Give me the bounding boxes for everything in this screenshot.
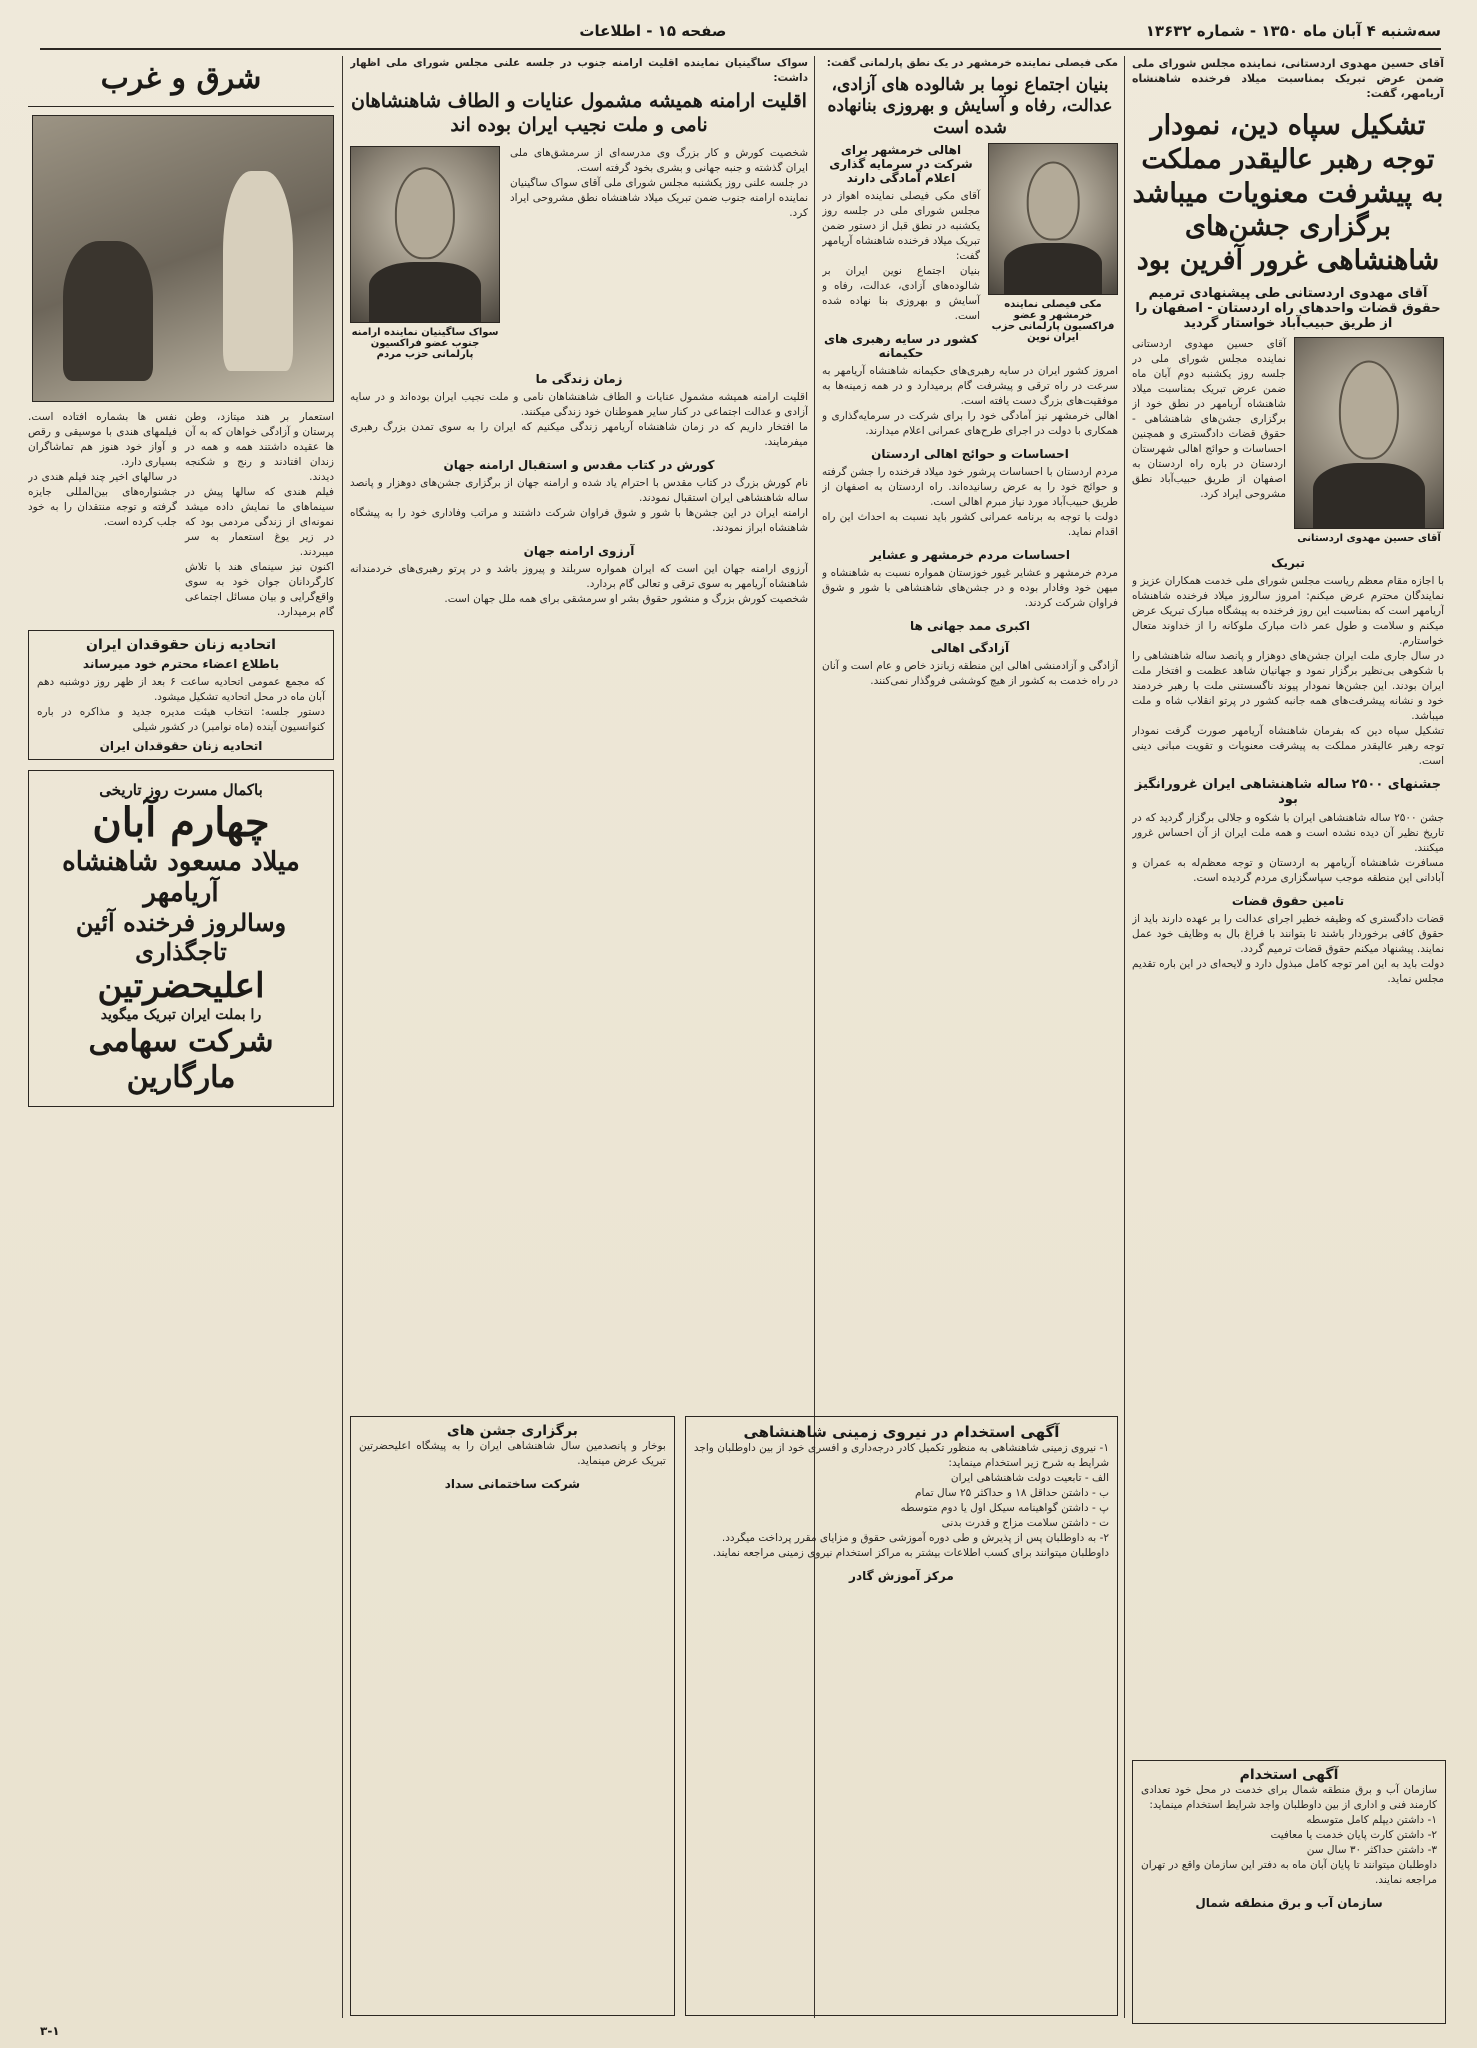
article-headline: بنیان اجتماع نوما بر شالوده های آزادی، عدالت، رفاه و آسایش و بهروزی بنانهاده شده است xyxy=(827,75,1113,138)
ad-title: آگهی استخدام در نیروی زمینی شاهنشاهی xyxy=(743,1423,1060,1441)
article-headline: تشکیل سپاه دین، نمودار توجه رهبر عالیقدر مملکت به پیشرفت معنویات میباشد برگزاری جشن‌های شاهنشاهی غرور آفرین بود xyxy=(1132,110,1444,276)
article-subhead: تامین حقوق قضات xyxy=(1231,893,1345,908)
photo-caption: آقای حسین مهدوی اردستانی xyxy=(1297,532,1441,544)
ad-text: ۱- نیروی زمینی شاهنشاهی به منظور تکمیل کادر درجه‌داری و افسری خود از بین داوطلبان واجد شرایط به شرح زیر استخدام مینماید: الف - تابعیت دولت شاهنشاهی ایران ب - داشتن حداقل ۱۸ و حداکثر ۲۵ سال تمام پ - داشتن گواهینامه سیکل اول یا دوم متوسطه ت - داشتن سلامت مزاج و قدرت بدنی ۲- به داوطلبان پس از پذیرش و طی دوره آموزشی حقوق و مزایای مقرر پرداخت میگردد. داوطلبان میتوانند برای کسب اطلاعات بیشتر به مراکز استخدام نیروی زمینی مراجعه نمایند. xyxy=(693,1442,1109,1559)
article-subhead: آرزوی ارامنه جهان xyxy=(523,543,635,558)
article-text: امروز کشور ایران در سایه رهبری‌های حکیمانه شاهنشاه آریامهر به سرعت در راه ترقی و پیشرفت گام برمیدارد و در همه زمینه‌ها به موفقیت‌های بزرگ دست یافته است. اهالی خرمشهر نیز آمادگی خود را برای شرکت در سرمایه‌گذاری و همکاری با دولت در اجرای طرح‌های عمرانی اعلام میدارند. xyxy=(822,364,1118,437)
article-deck: آقای مهدوی اردستانی طی پیشنهادی ترمیم حقوق قضات واحدهای راه اردستان - اصفهان را از طریق حبیب‌آباد خواستار گردید xyxy=(1135,285,1441,331)
article-subhead: زمان زندگی ما xyxy=(535,371,623,386)
column-headline: شرق و غرب xyxy=(28,56,334,107)
notice-lawyers-union xyxy=(28,630,334,760)
ad-line: اعلیحضرتین xyxy=(97,966,265,1007)
article-text: شخصیت کورش و کار بزرگ وی مدرسه‌ای از سرمشق‌های ملی ایران گذشته و جنبه جهانی و بشری بخود گرفته است. در جلسه علنی روز یکشنبه مجلس شورای ملی آقای سواک ساگینیان نماینده ارامنه جنوب ضمن تبریک میلاد شاهنشاه نطق مشروحی ایراد کرد. xyxy=(510,146,808,219)
ad-water-power-employment xyxy=(1132,1760,1446,2024)
article-subhead: کورش در کتاب مقدس و استقبال ارامنه جهان xyxy=(443,457,715,472)
ad-line: را بملت ایران تبریک میگوید xyxy=(100,1007,262,1024)
ad-text: بوخار و پانصدمین سال شاهنشاهی ایران را به پیشگاه اعلیحضرتین تبریک عرض مینماید. xyxy=(359,1440,666,1467)
article-saginian xyxy=(350,56,808,1408)
greeting-ad-margarine xyxy=(28,770,334,1108)
ad-text: سازمان آب و برق منطقه شمال برای خدمت در محل خود تعدادی کارمند فنی و اداری از بین داوطلبان واجد شرایط استخدام مینماید: ۱- داشتن دیپلم کامل متوسطه ۲- داشتن کارت پایان خدمت یا معافیت ۳- داشتن حداکثر ۳۰ سال سن داوطلبان میتوانند تا پایان آبان ماه به دفتر این سازمان واقع در تهران مراجعه نمایند. xyxy=(1141,1784,1437,1886)
article-text: آزادگی و آزادمنشی اهالی این منطقه زبانزد خاص و عام است و آنان در راه خدمت به کشور از هیچ کوششی فروگذار نمی‌کنند. xyxy=(822,659,1118,687)
ad-army-recruitment xyxy=(685,1416,1118,2016)
bottom-ads xyxy=(350,1416,1118,2016)
article-subhead: اهالی خرمشهر برای شرکت در سرمایه گذاری اعلام آمادگی دارند xyxy=(829,142,973,185)
ad-construction-company xyxy=(350,1416,675,2016)
ad-line: باکمال مسرت روز تاریخی xyxy=(99,780,263,799)
article-text: مردم خرمشهر و عشایر غیور خوزستان همواره نسبت به شاهنشاه و میهن خود وفادار بوده و در جشن‌های شاهنشاهی با شور و شوق فراوان شرکت کردند. xyxy=(822,566,1118,609)
notice-signature: اتحادیه زنان حقوقدان ایران xyxy=(99,738,263,753)
ad-line: چهارم آبان xyxy=(92,798,270,846)
article-text: استعمار بر هند میتازد، وطن پرستان و آزادگی خواهان که به آن ها عقیده داشتند همه و همه در زندان افتادند و رنج و شکنجه دیدند. فیلم هندی که سالها پیش در سینماهای ما نمایش داده میشد نمونه‌ای از زندگی مردمی بود که در زیر یوغ استعمار به سر میبردند. اکنون نیز سینمای هند با تلاش کارگردانان جوان خود به سوی واقع‌گرایی و بیان مسائل اجتماعی گام برمیدارد. xyxy=(185,410,334,618)
notice-subtitle: باطلاع اعضاء محترم خود میرساند xyxy=(82,656,280,671)
masthead-date-issue: سه‌شنبه ۴ آبان ماه ۱۳۵۰ - شماره ۱۳۶۳۲ xyxy=(1145,22,1441,40)
article-subhead: آزادگی اهالی xyxy=(930,640,1010,655)
ad-title: برگزاری جشن های xyxy=(446,1423,578,1439)
article-text: مردم اردستان با احساسات پرشور خود میلاد فرخنده را جشن گرفته و حوائج خود را به عرض رسانیده‌اند. راه اردستان به اصفهان از طریق حبیب‌آباد مورد نیاز مبرم اهالی است. دولت با توجه به برنامه عمرانی کشور باید نسبت به احداث این راه اقدام نماید. xyxy=(822,465,1118,538)
article-subhead: کشور در سایه رهبری های حکیمانه xyxy=(824,331,978,360)
article-kicker: مکی فیصلی نماینده خرمشهر در یک نطق پارلمانی گفت: xyxy=(826,57,1118,69)
article-text: آقای مکی فیصلی نماینده اهواز در مجلس شورای ملی در جلسه روز یکشنبه در نطق قبل از دستور ضمن تبریک میلاد فرخنده شاهنشاه آریامهر گفت: بنیان اجتماع نوین ایران بر شالوده‌های آزادی، عدالت، رفاه و آسایش و بهروزی بنا نهاده شده است. xyxy=(822,189,980,322)
page-folio: ۳-۱ xyxy=(40,2024,60,2038)
article-kicker: آقای حسین مهدوی اردستانی، نماینده مجلس شورای ملی ضمن عرض تبریک بمناسبت میلاد فرخنده شاهنشاه آریامهر، گفت: xyxy=(1132,57,1444,100)
article-text: قضات دادگستری که وظیفه خطیر اجرای عدالت را بر عهده دارند باید از حقوق کافی برخوردار باشند تا بتوانند با فراغ بال به وظایف خود عمل نمایند. پیشنهاد میکنم حقوق قضات ترمیم گردد. دولت باید به این امر توجه کامل مبذول دارد و لایحه‌ای در این باره تقدیم مجلس نماید. xyxy=(1132,912,1444,985)
notice-title: اتحادیه زنان حقوقدان ایران xyxy=(86,636,276,653)
article-headline: اقلیت ارامنه همیشه مشمول عنایات و الطاف شاهنشاهان نامی و ملت نجیب ایران بوده اند xyxy=(351,90,807,136)
ad-title: آگهی استخدام xyxy=(1239,1767,1339,1783)
film-still-photo xyxy=(32,115,334,402)
ad-signature: سازمان آب و برق منطقه شمال xyxy=(1195,1896,1383,1910)
column-rule xyxy=(1124,56,1125,2018)
article-text: نفس ها بشماره افتاده است. فیلمهای هندی با موسیقی و رقص و آواز خود هنوز هم تماشاگران بسیاری دارد. در سالهای اخیر چند فیلم هندی در جشنواره‌های بین‌المللی جایزه گرفته و توجه منتقدان را به خود جلب کرده است. xyxy=(28,410,177,528)
article-subhead: اکبری ممد جهانی ها xyxy=(910,618,1030,633)
portrait-photo xyxy=(350,146,500,323)
notice-text: که مجمع عمومی اتحادیه ساعت ۶ بعد از ظهر روز دوشنبه دهم آبان ماه در محل اتحادیه تشکیل میشود. دستور جلسه: انتخاب هیئت مدیره جدید و مذاکره در باره کنوانسیون آینده (ماه نوامبر) در کشور شیلی xyxy=(37,675,325,733)
ad-line: میلاد مسعود شاهنشاه آریامهر xyxy=(62,846,300,908)
photo-caption: سواک ساگینیان نماینده ارامنه جنوب عضو فراکسیون پارلمانی حزب مردم xyxy=(351,326,499,360)
article-text: جشن ۲۵۰۰ ساله شاهنشاهی ایران با شکوه و جلالی برگزار گردید که در تاریخ نظیر آن دیده نشده است و همه ملت ایران از آن احساس غرور میکنند. مسافرت شاهنشاه آریامهر به اردستان و توجه معظم‌له به عمران و آبادانی این منطقه موجب سپاسگزاری مردم گردیده است. xyxy=(1132,811,1444,884)
article-subhead: احساسات و حوائج اهالی اردستان xyxy=(871,446,1069,461)
article-text: با اجازه مقام معظم ریاست مجلس شورای ملی خدمت همکاران عزیز و نمایندگان محترم عرض میکنم: امروز سالروز میلاد فرخنده شاهنشاه آریامهر است که بمناسبت این روز فرخنده به پیشگاه مبارک تبریک عرض میکنم و سلامت و طول عمر ذات مبارک ملوکانه را از خداوند متعال خواستارم. در سال جاری ملت ایران جشن‌های دوهزار و پانصد ساله شاهنشاهی را با شکوهی بی‌نظیر برگزار نمود و جهانیان شاهد عظمت و افتخار ملت ایران بودند. این جشن‌ها نمودار پیوند ناگسستنی ملت با رهبر خردمند خود و نشانه پیشرفت‌های همه جانبه کشور در پرتو انقلاب شاه و ملت میباشد. تشکیل سپاه دین که بفرمان شاهنشاه آریامهر صورت گرفت نمودار توجه رهبر عالیقدر مملکت به پیشرفت معنویات و تقویت مبانی دینی است. xyxy=(1132,574,1444,767)
masthead-page-paper: صفحه ۱۵ - اطلاعات xyxy=(579,22,727,40)
article-subhead: احساسات مردم خرمشهر و عشایر xyxy=(870,547,1070,562)
article-text: اقلیت ارامنه همیشه مشمول عنایات و الطاف شاهنشاهان نامی و ملت نجیب ایران بوده‌اند و در سایه آزادی و عدالت اجتماعی در کنار سایر هموطنان خود زندگی میکنند. ما افتخار داریم که در زمان شاهنشاه آریامهر زندگی میکنیم که ایران را به سوی تمدن بزرگ رهبری میفرمایند. xyxy=(350,390,808,448)
column-rule xyxy=(342,56,343,2018)
column-east-west xyxy=(28,56,334,2018)
article-text: نام کورش بزرگ در کتاب مقدس با احترام یاد شده و ارامنه جهان از برگزاری جشن‌های دوهزار و پانصد ساله شاهنشاهی ایران استقبال نمودند. ارامنه ایران در این جشن‌ها با شور و شوق فراوان شرکت داشتند و مراتب وفاداری خود را به پیشگاه شاهنشاه ابراز نمودند. xyxy=(350,476,808,534)
article-mahdavi xyxy=(1132,56,1444,2018)
portrait-photo xyxy=(988,143,1118,295)
article-kicker: سواک ساگینیان نماینده اقلیت ارامنه جنوب در جلسه علنی مجلس شورای ملی اظهار داشت: xyxy=(350,57,808,84)
ad-line: وسالروز فرخنده آئین تاجگذاری xyxy=(75,907,287,966)
masthead xyxy=(40,14,1441,50)
portrait-photo xyxy=(1294,337,1444,529)
article-feisali xyxy=(822,56,1118,1408)
article-subhead: تبریک xyxy=(1271,555,1305,570)
article-text: آرزوی ارامنه جهان این است که ایران همواره سربلند و پیروز باشد و در پرتو رهبری‌های خردمندانه شاهنشاه آریامهر به سوی ترقی و تعالی گام بردارد. شخصیت کورش بزرگ و منشور حقوق بشر او سرمشقی برای همه ملل جهان است. xyxy=(350,562,808,605)
article-text: آقای حسین مهدوی اردستانی نماینده مجلس شورای ملی در جلسه روز یکشنبه دوم آبان ماه ضمن عرض تبریک بمناسبت میلاد شاهنشاه آریامهر در نطق خود از برگزاری جشن‌های شاهنشاهی - حقوق قضات دادگستری و همچنین احساسات و حوائج اهالی شهرستان اردستان در باره راه اردستان به اصفهان از طریق حبیب‌آباد نطق مشروحی ایراد کرد. xyxy=(1132,337,1286,500)
ad-signature: مرکز آموزش گادر xyxy=(849,1569,954,1583)
photo-caption: مکی فیصلی نماینده خرمشهر و عضو فراکسیون پارلمانی حزب ایران نوین xyxy=(991,298,1115,343)
ad-signature: شرکت ساختمانی سداد xyxy=(444,1477,581,1491)
article-subhead: جشنهای ۲۵۰۰ ساله شاهنشاهی ایران غرورانگیز بود xyxy=(1134,776,1442,807)
ad-line: شرکت سهامی مارگارین xyxy=(88,1024,274,1096)
